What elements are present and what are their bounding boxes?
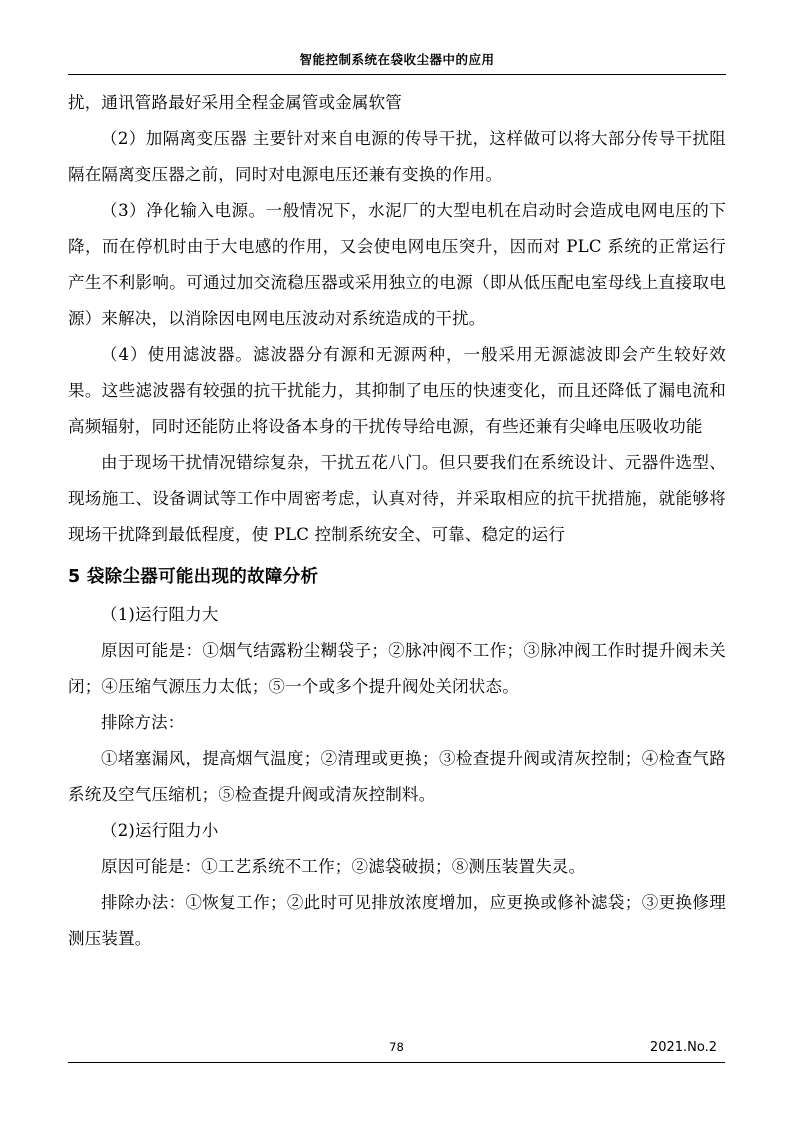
paragraph-fault-1-remedy-label: 排除方法：	[101, 713, 185, 732]
section-heading-fault-analysis: 5 袋除尘器可能出现的故障分析	[68, 567, 319, 587]
paragraph-fault-2-remedy: 排除办法：①恢复工作；②此时可见排放浓度增加，应更换或修补滤袋；③更换修理测压装置。	[68, 893, 726, 948]
paragraph-summary: 由于现场干扰情况错综复杂，干扰五花八门。但只要我们在系统设计、元器件选型、现场施工、设备调试等工作中周密考虑，认真对待，并采取相应的抗干扰措施，就能够将现场干扰降到最低程度，使 PLC 控制系统安全、可靠、稳定的运行	[68, 453, 726, 544]
paragraph-fault-1-causes: 原因可能是：①烟气结露粉尘糊袋子；②脉冲阀不工作；③脉冲阀工作时提升阀未关闭；④压缩气源压力太低；⑤一个或多个提升阀处关闭状态。	[68, 641, 726, 696]
paragraph-fault-2-causes: 原因可能是：①工艺系统不工作；②滤袋破损；⑧测压装置失灵。	[101, 857, 586, 876]
header-divider	[68, 74, 726, 75]
paragraph-fault-1-remedy: ①堵塞漏风，提高烟气温度；②清理或更换；③检查提升阀或清灰控制；④检查气路系统及空气压缩机；⑤检查提升阀或清灰控制料。	[68, 749, 726, 804]
issue-label: 2021.No.2	[649, 1040, 717, 1055]
paragraph-power-purification: （3）净化输入电源。一般情况下，水泥厂的大型电机在启动时会造成电网电压的下降，而在停机时由于大电感的作用，又会使电网电压突升，因而对 PLC 系统的正常运行产生不利影响。可通过加交流稳压器或采用独立的电源（即从低压配电室母线上直接取电源）来解决，以消除因电网电压波动对系统造成的干扰。	[68, 201, 726, 328]
page-footer	[68, 1040, 725, 1066]
paragraph-filter-usage: （4）使用滤波器。滤波器分有源和无源两种，一般采用无源滤波即会产生较好效果。这些滤波器有较强的抗干扰能力，其抑制了电压的快速变化，而且还降低了漏电流和高频辐射，同时还能防止将设备本身的干扰传导给电源，有些还兼有尖峰电压吸收功能	[68, 345, 726, 436]
page-content	[68, 50, 726, 957]
footer-divider	[68, 1062, 725, 1063]
body-text-block	[68, 85, 726, 957]
paragraph-fault-1-title: （1)运行阻力大	[101, 605, 219, 624]
paragraph-fault-2-title: （2)运行阻力小	[101, 821, 219, 840]
page-number: 78	[389, 1040, 404, 1054]
paragraph-isolation-transformer: （2）加隔离变压器 主要针对来自电源的传导干扰，这样做可以将大部分传导干扰阻隔在隔离变压器之前，同时对电源电压还兼有变换的作用。	[68, 129, 726, 184]
running-header: 智能控制系统在袋收尘器中的应用	[299, 52, 495, 67]
paragraph-continuation: 扰，通讯管路最好采用全程金属管或金属软管	[68, 93, 402, 112]
